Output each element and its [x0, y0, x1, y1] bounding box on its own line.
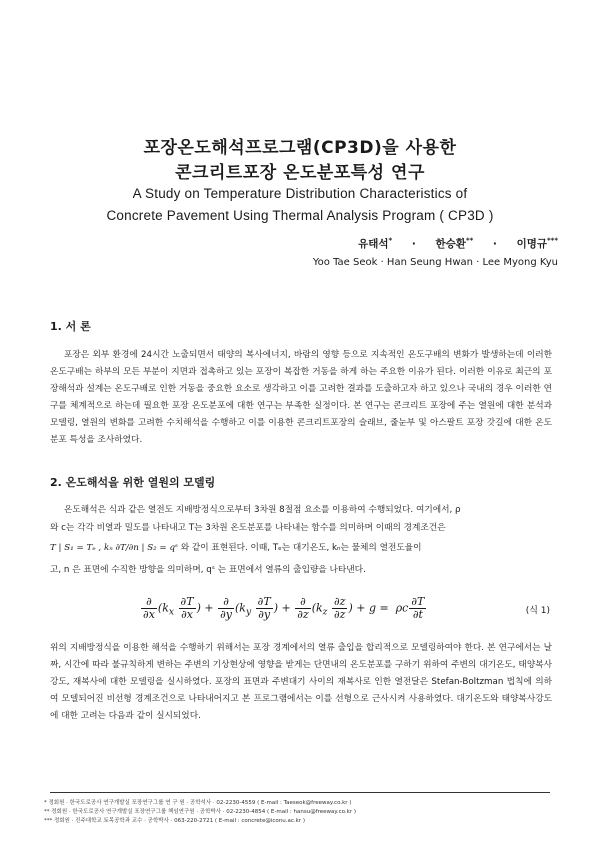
- author-1: 유태석: [358, 238, 389, 250]
- title-korean-line2: 콘크리트포장 온도분포특성 연구: [175, 163, 425, 183]
- footnote-2: ** 정회원 · 한국도로공사 연구개발실 포장연구그룹 책임연구원 · 공학박사 · 02-2230-4854 ( E-mail : hansu@freeway.co.kr ): [44, 809, 357, 815]
- footnote-divider: [50, 792, 550, 793]
- equation-number: (식 1): [525, 606, 550, 616]
- authors-korean: [358, 236, 558, 251]
- author-3: 이명규: [516, 238, 548, 250]
- section-2-line-3-text: 와 같이 표현된다. 이때, Tₑ는 대기온도, kₙ는 물체의 열전도율이: [180, 543, 422, 553]
- section-2-paragraph-2: 위의 지배방정식을 이용한 해석을 수행하기 위해서는 포장 경계에서의 열류 출입을 합리적으로 모델링하여야 한다. 본 연구에서는 날짜, 시간에 따라 불규칙하게 변하는 주변의 기상현상에 영향을 받게는 단면내의 온도분포를 구하기 위하여 주변의 대기온도, 태양복사강도, 재복사에 대한 모델링을 실시하였다. 포장의 표면과 주변대기 사이의 재복사로 인한 열전달은 Stefan-Boltzman 법칙에 의하여 모델되어진 비선형 경계조건으로 나타내어지고 본 프로그램에서는 이를 선형으로 근사시켜 사용하였다. 대기온도와 태양복사강도에 대한 고려는 다음과 같이 실시되었다.: [50, 643, 552, 721]
- author-2-mark: **: [465, 236, 474, 245]
- section-1-heading: 1. 서 론: [50, 320, 91, 333]
- author-3-mark: ***: [547, 236, 558, 245]
- section-2-line-1: 온도해석은 식과 같은 열전도 지배방정식으로부터 3차원 8절점 요소를 이용하여 수행되었다. 여기에서, ρ: [64, 505, 461, 515]
- footnote-1: * 정회원 · 한국도로공사 연구개발실 포장연구그룹 연 구 원 · 공학석사 · 02-2230-4559 ( E-mail : Taeseok@freeway.co.kr ): [44, 800, 352, 806]
- authors-english: Yoo Tae Seok · Han Seung Hwan · Lee Myong Kyu: [312, 257, 558, 268]
- section-1-paragraph: [50, 347, 552, 449]
- title-korean-line1: 포장온도해석프로그램(CP3D)을 사용한: [143, 138, 457, 158]
- author-1-mark: *: [388, 236, 393, 245]
- title-english-line2: Concrete Pavement Using Thermal Analysis Program ( CP3D ): [106, 208, 494, 223]
- title-english-line1: A Study on Temperature Distribution Characteristics of: [132, 186, 468, 201]
- heat-conduction-equation: $\frac{\partial}{\partial x}$ ($k_x$ $\frac{\partial T}{\partial x}$ ) + $\frac{\partial}{\partial y}$ ($k_y$ $\frac{\partial T}{\partial y}$ ) + $\frac{\partial}{\partial z}$ ($k_z$ $\frac{\partial z}{\partial z}$ ) + g = ρc $\frac{\partial T}{\partial t}$: [143, 595, 425, 621]
- section-2-line-3: [50, 540, 552, 557]
- boundary-condition-dirichlet: T | S₁ = Tₑ ,: [50, 543, 102, 553]
- author-2: 한승환: [435, 238, 466, 250]
- section-2-heading: 2. 온도해석을 위한 열원의 모델링: [50, 476, 216, 489]
- author-separator: ·: [492, 238, 497, 250]
- footnote-3: *** 정회원 · 진주대학교 토목공학과 교수 · 공학박사 · 063-220-2721 ( E-mail : concrete@iconu.ac.kr ): [44, 818, 305, 824]
- section-2-line-2: 와 c는 각각 비열과 밀도를 나타내고 T는 3차원 온도분포를 나타내는 함수를 의미하며 이때의 경계조건은: [50, 523, 446, 533]
- author-separator: ·: [411, 238, 416, 250]
- boundary-condition-neumann: kₙ ∂T/∂n | S₂ = qˢ: [103, 543, 178, 553]
- section-2-line-4: 고, n 은 표면에 수직한 방향을 의미하며, qˢ 는 표면에서 열류의 출입량을 나타낸다.: [50, 565, 366, 575]
- section-1-text: 포장은 외부 환경에 24시간 노출되면서 태양의 복사에너지, 바람의 영향 등으로 지속적인 온도구배의 변화가 발생하는데 이러한 온도구배는 하부의 모든 부분이 지면과 접촉하고 있는 포장이 복잡한 거동을 하게 하는 주요한 이유가 된다. 이러한 이유로 최근의 포장해석과 설계는 온도구배로 인한 거동을 중요한 요소로 생각하고 이를 고려한 결과를 도출하고자 하고 있으나 국내의 경우 이러한 연구를 체계적으로 하는데 필요한 포장 온도분포에 대한 연구는 부족한 실정이다. 본 연구는 콘크리트 포장에 주는 열원에 대한 분석과 모델링, 열원의 변화를 고려한 수치해석을 수행하고 이를 이용한 콘크리트포장의 슬래브, 줄눈부 및 아스팔트 포장 갓길에 대한 온도분포 특성을 조사하였다.: [50, 350, 552, 445]
